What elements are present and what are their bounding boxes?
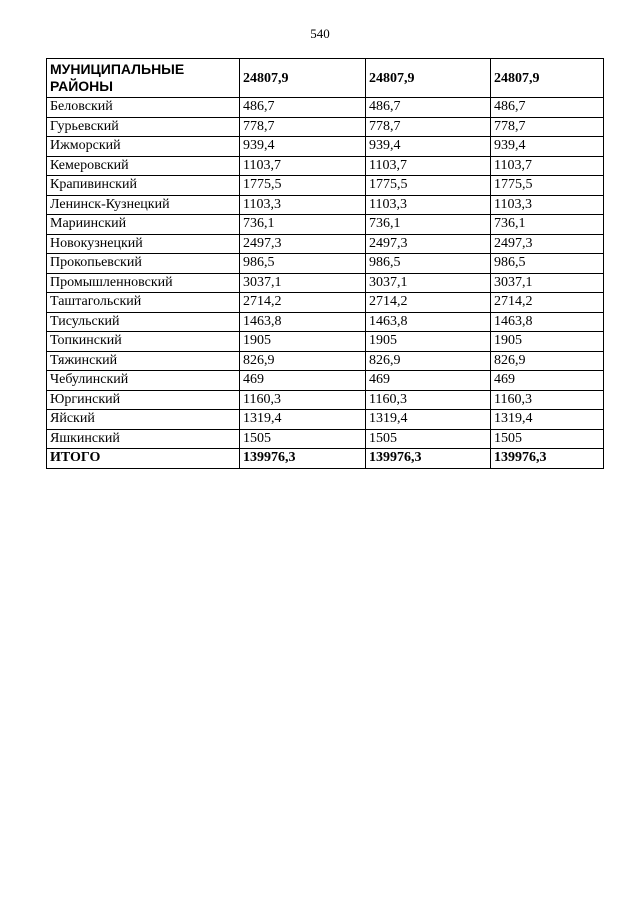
value-cell: 469	[240, 371, 366, 391]
value-cell: 1103,3	[491, 195, 604, 215]
table-row	[47, 176, 604, 196]
value-cell: 986,5	[491, 254, 604, 274]
total-row	[47, 449, 604, 469]
value-cell: 1103,7	[491, 156, 604, 176]
district-name: Гурьевский	[47, 117, 240, 137]
value-cell: 1505	[366, 429, 491, 449]
value-cell: 3037,1	[366, 273, 491, 293]
header-value: 24807,9	[491, 59, 604, 98]
value-cell: 986,5	[366, 254, 491, 274]
value-cell: 1160,3	[240, 390, 366, 410]
value-cell: 1905	[366, 332, 491, 352]
district-name: Ижморский	[47, 137, 240, 157]
value-cell: 3037,1	[240, 273, 366, 293]
value-cell: 469	[366, 371, 491, 391]
table-row	[47, 98, 604, 118]
value-cell: 1103,3	[240, 195, 366, 215]
district-name: Яшкинский	[47, 429, 240, 449]
value-cell: 1103,7	[366, 156, 491, 176]
value-cell: 736,1	[491, 215, 604, 235]
district-name: Яйский	[47, 410, 240, 430]
district-name: Юргинский	[47, 390, 240, 410]
table-row	[47, 351, 604, 371]
district-name: Тяжинский	[47, 351, 240, 371]
table-row	[47, 156, 604, 176]
value-cell: 778,7	[491, 117, 604, 137]
header-value: 24807,9	[366, 59, 491, 98]
value-cell: 1505	[240, 429, 366, 449]
value-cell: 2714,2	[240, 293, 366, 313]
value-cell: 1103,3	[366, 195, 491, 215]
district-name: Новокузнецкий	[47, 234, 240, 254]
district-name: Кемеровский	[47, 156, 240, 176]
value-cell: 778,7	[366, 117, 491, 137]
value-cell: 1160,3	[491, 390, 604, 410]
value-cell: 1319,4	[491, 410, 604, 430]
table-row	[47, 137, 604, 157]
table-row	[47, 293, 604, 313]
table-row	[47, 234, 604, 254]
value-cell: 2497,3	[240, 234, 366, 254]
value-cell: 986,5	[240, 254, 366, 274]
value-cell: 1103,7	[240, 156, 366, 176]
table-row	[47, 332, 604, 352]
district-name: Таштагольский	[47, 293, 240, 313]
value-cell: 1775,5	[366, 176, 491, 196]
district-name: Мариинский	[47, 215, 240, 235]
value-cell: 486,7	[491, 98, 604, 118]
value-cell: 1905	[240, 332, 366, 352]
table-row	[47, 215, 604, 235]
district-name: Крапивинский	[47, 176, 240, 196]
value-cell: 1905	[491, 332, 604, 352]
value-cell: 1463,8	[366, 312, 491, 332]
total-label: ИТОГО	[47, 449, 240, 469]
table-row	[47, 117, 604, 137]
district-name: Беловский	[47, 98, 240, 118]
value-cell: 939,4	[240, 137, 366, 157]
data-table	[46, 58, 604, 469]
value-cell: 1319,4	[240, 410, 366, 430]
total-value: 139976,3	[366, 449, 491, 469]
value-cell: 826,9	[240, 351, 366, 371]
value-cell: 2714,2	[491, 293, 604, 313]
district-name: Топкинский	[47, 332, 240, 352]
value-cell: 1775,5	[491, 176, 604, 196]
value-cell: 826,9	[491, 351, 604, 371]
value-cell: 826,9	[366, 351, 491, 371]
value-cell: 486,7	[240, 98, 366, 118]
table-row	[47, 312, 604, 332]
table-row	[47, 195, 604, 215]
header-row	[47, 59, 604, 98]
value-cell: 1319,4	[366, 410, 491, 430]
district-name: Тисульский	[47, 312, 240, 332]
table-body	[47, 59, 604, 469]
district-name: Ленинск-Кузнецкий	[47, 195, 240, 215]
value-cell: 2714,2	[366, 293, 491, 313]
value-cell: 736,1	[240, 215, 366, 235]
value-cell: 1775,5	[240, 176, 366, 196]
header-label: МУНИЦИПАЛЬНЫЕ РАЙОНЫ	[47, 59, 240, 98]
value-cell: 939,4	[491, 137, 604, 157]
value-cell: 469	[491, 371, 604, 391]
district-name: Прокопьевский	[47, 254, 240, 274]
page-number: 540	[310, 26, 330, 41]
table-row	[47, 429, 604, 449]
value-cell: 1160,3	[366, 390, 491, 410]
table-row	[47, 390, 604, 410]
value-cell: 736,1	[366, 215, 491, 235]
value-cell: 939,4	[366, 137, 491, 157]
value-cell: 3037,1	[491, 273, 604, 293]
table-row	[47, 254, 604, 274]
district-name: Чебулинский	[47, 371, 240, 391]
value-cell: 2497,3	[366, 234, 491, 254]
value-cell: 486,7	[366, 98, 491, 118]
table-row	[47, 371, 604, 391]
value-cell: 2497,3	[491, 234, 604, 254]
district-name: Промышленновский	[47, 273, 240, 293]
header-value: 24807,9	[240, 59, 366, 98]
table-row	[47, 273, 604, 293]
total-value: 139976,3	[240, 449, 366, 469]
table-row	[47, 410, 604, 430]
value-cell: 778,7	[240, 117, 366, 137]
value-cell: 1505	[491, 429, 604, 449]
value-cell: 1463,8	[240, 312, 366, 332]
total-value: 139976,3	[491, 449, 604, 469]
value-cell: 1463,8	[491, 312, 604, 332]
